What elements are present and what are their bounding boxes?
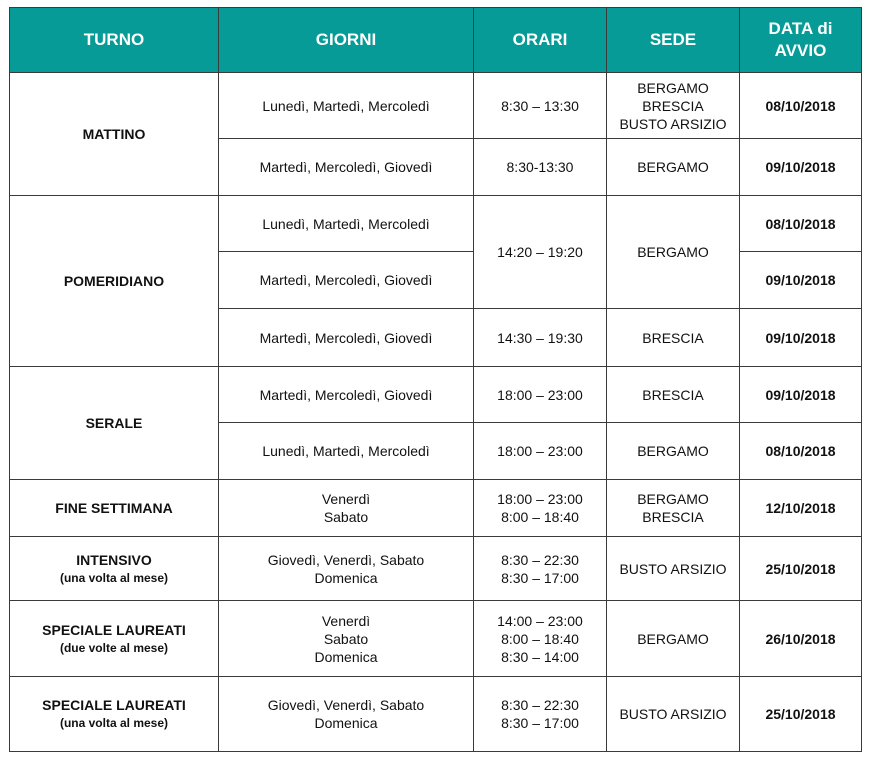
data-avvio-cell: 09/10/2018	[740, 309, 862, 367]
sede-line: BUSTO ARSIZIO	[619, 115, 727, 132]
data-avvio-cell: 26/10/2018	[740, 601, 862, 677]
data-avvio-cell: 09/10/2018	[740, 252, 862, 309]
giorni-cell: Lunedì, Martedì, Mercoledì	[219, 423, 474, 480]
giorni-cell: Martedì, Mercoledì, Giovedì	[219, 252, 474, 309]
turno-title: SPECIALE LAUREATI	[42, 621, 186, 638]
sede-cell: BRESCIA	[607, 309, 740, 367]
header-turno: TURNO	[10, 8, 219, 73]
sede-cell: BUSTO ARSIZIO	[607, 537, 740, 601]
orari-cell	[474, 677, 607, 752]
giorni-cell: Lunedì, Martedì, Mercoledì	[219, 73, 474, 139]
table-row	[10, 537, 862, 601]
sede-line: BRESCIA	[642, 509, 704, 525]
data-avvio-cell: 09/10/2018	[740, 139, 862, 196]
giorni-cell: Martedì, Mercoledì, Giovedì	[219, 309, 474, 367]
giorni-cell	[219, 677, 474, 752]
sede-cell: BUSTO ARSIZIO	[607, 677, 740, 752]
table-row	[10, 73, 862, 139]
giorni-line: Domenica	[314, 648, 378, 665]
giorni-cell: Martedì, Mercoledì, Giovedì	[219, 139, 474, 196]
sede-cell: BERGAMO	[607, 139, 740, 196]
data-avvio-cell: 09/10/2018	[740, 367, 862, 423]
orari-cell	[474, 537, 607, 601]
orari-line: 8:30 – 22:30	[501, 697, 579, 713]
giorni-cell: Lunedì, Martedì, Mercoledì	[219, 196, 474, 252]
turno-cell: MATTINO	[10, 73, 219, 196]
table-row	[10, 677, 862, 752]
orari-cell: 14:30 – 19:30	[474, 309, 607, 367]
giorni-line: Sabato	[323, 630, 369, 647]
turno-frequency: (una volta al mese)	[59, 570, 169, 585]
header-data-line1: DATA di	[768, 19, 833, 38]
orari-line: 8:30 – 17:00	[501, 715, 579, 731]
sede-cell: BRESCIA	[607, 367, 740, 423]
turno-cell: POMERIDIANO	[10, 196, 219, 367]
table-row	[10, 601, 862, 677]
sede-line: BRESCIA	[642, 97, 704, 114]
orari-line: 8:30 – 22:30	[501, 551, 579, 568]
data-avvio-cell: 25/10/2018	[740, 677, 862, 752]
sede-cell	[607, 480, 740, 537]
orari-cell: 18:00 – 23:00	[474, 423, 607, 480]
sede-cell: BERGAMO	[607, 601, 740, 677]
orari-line: 8:30 – 17:00	[501, 569, 579, 586]
giorni-cell	[219, 601, 474, 677]
giorni-line: Giovedì, Venerdì, Sabato	[267, 551, 425, 568]
header-sede: SEDE	[607, 8, 740, 73]
orari-line: 18:00 – 23:00	[497, 491, 583, 507]
header-giorni: GIORNI	[219, 8, 474, 73]
turno-title: SPECIALE LAUREATI	[42, 697, 186, 713]
turno-cell: FINE SETTIMANA	[10, 480, 219, 537]
orari-line: 8:30 – 14:00	[501, 648, 579, 665]
data-avvio-cell: 08/10/2018	[740, 423, 862, 480]
giorni-line: Giovedì, Venerdì, Sabato	[267, 697, 425, 713]
orari-cell: 18:00 – 23:00	[474, 367, 607, 423]
turno-frequency: (due volte al mese)	[59, 640, 169, 655]
orari-line: 8:00 – 18:40	[501, 509, 579, 525]
header-row	[10, 8, 862, 73]
sede-cell: BERGAMO	[607, 196, 740, 309]
header-data-avvio	[740, 8, 862, 73]
orari-cell: 8:30 – 13:30	[474, 73, 607, 139]
data-avvio-cell: 25/10/2018	[740, 537, 862, 601]
giorni-line: Sabato	[323, 509, 369, 525]
turno-cell	[10, 601, 219, 677]
data-avvio-cell: 08/10/2018	[740, 73, 862, 139]
giorni-cell	[219, 480, 474, 537]
sede-cell: BERGAMO	[607, 423, 740, 480]
giorni-line: Venerdì	[321, 491, 371, 507]
schedule-table	[9, 7, 862, 752]
turno-title: INTENSIVO	[76, 551, 152, 568]
turno-cell	[10, 677, 219, 752]
orari-cell	[474, 480, 607, 537]
orari-cell: 8:30-13:30	[474, 139, 607, 196]
table-row	[10, 367, 862, 423]
sede-line: BERGAMO	[637, 491, 709, 507]
turno-cell	[10, 537, 219, 601]
data-avvio-cell: 12/10/2018	[740, 480, 862, 537]
orari-line: 8:00 – 18:40	[501, 630, 579, 647]
turno-cell: SERALE	[10, 367, 219, 480]
table-row	[10, 480, 862, 537]
sede-cell	[607, 73, 740, 139]
turno-frequency: (una volta al mese)	[59, 716, 169, 730]
header-orari: ORARI	[474, 8, 607, 73]
giorni-line: Domenica	[314, 569, 378, 586]
giorni-cell	[219, 537, 474, 601]
orari-line: 14:00 – 23:00	[497, 612, 583, 629]
giorni-line: Venerdì	[321, 612, 371, 629]
giorni-line: Domenica	[314, 715, 378, 731]
orari-cell	[474, 601, 607, 677]
header-data-line2: AVVIO	[774, 41, 827, 60]
orari-cell: 14:20 – 19:20	[474, 196, 607, 309]
data-avvio-cell: 08/10/2018	[740, 196, 862, 252]
giorni-cell: Martedì, Mercoledì, Giovedì	[219, 367, 474, 423]
sede-line: BERGAMO	[637, 79, 709, 96]
table-row	[10, 196, 862, 252]
